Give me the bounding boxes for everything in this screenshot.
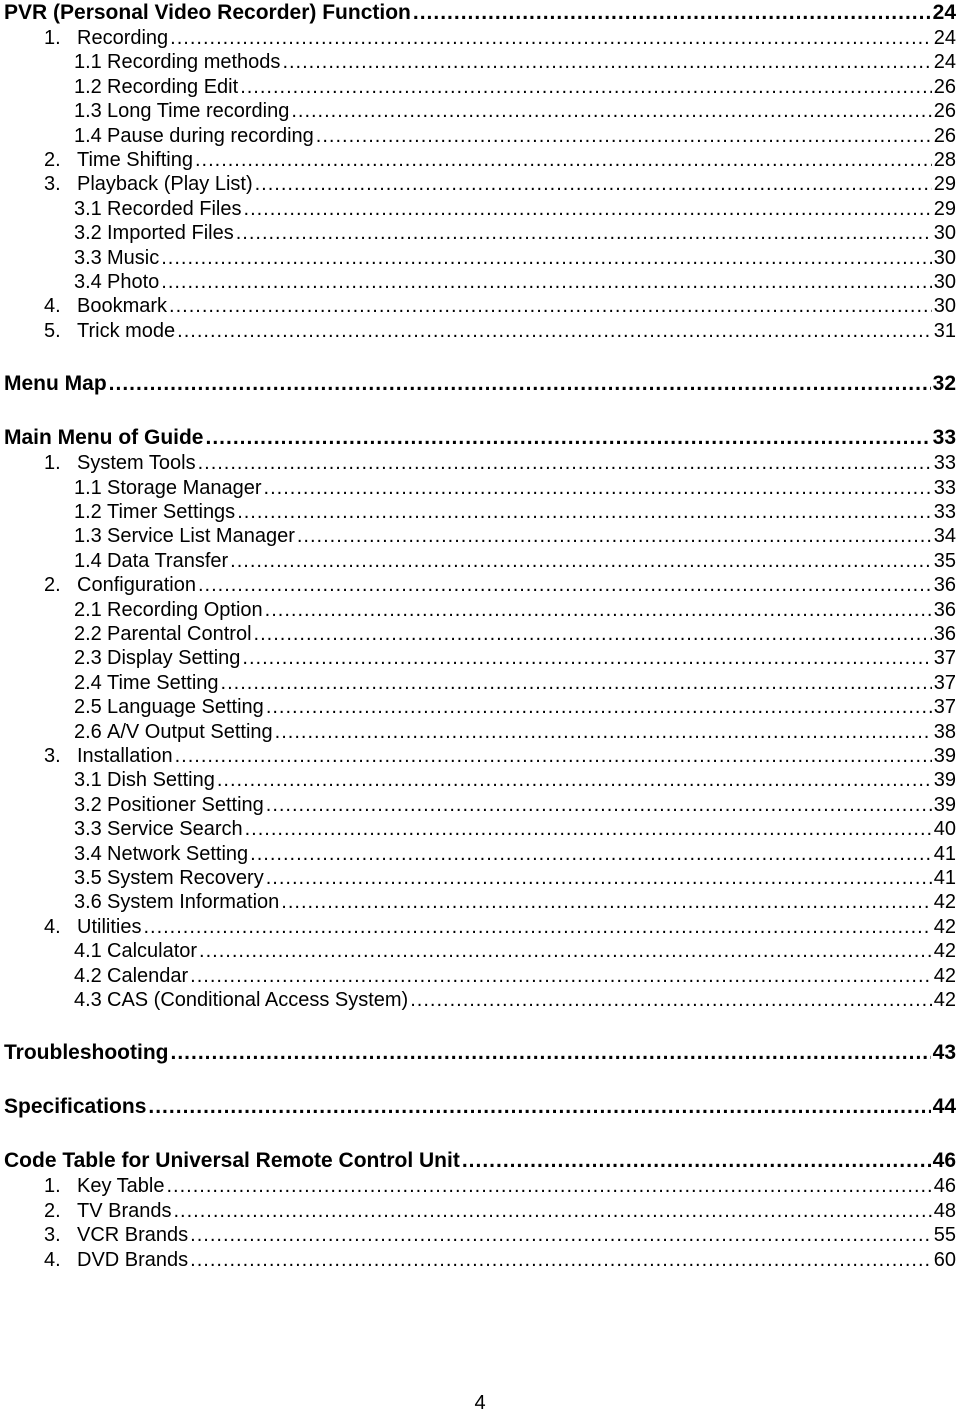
toc-page-number: 41	[933, 842, 956, 865]
dot-leader	[175, 744, 932, 768]
toc-entry-title: Time Shifting	[77, 149, 193, 171]
toc-entry[interactable]	[4, 99, 956, 123]
toc-entry-number: 2.	[44, 1199, 61, 1222]
toc-entry-number: 3.4	[74, 842, 102, 865]
dot-leader	[198, 573, 932, 597]
toc-entry-number: 2.	[44, 574, 61, 597]
toc-entry-number: 3.2	[74, 793, 102, 816]
toc-page-number: 24	[932, 1, 956, 24]
dot-leader	[190, 1248, 932, 1272]
dot-leader	[255, 172, 932, 196]
toc-entry[interactable]	[4, 939, 956, 963]
toc-entry-number: 3.3	[74, 246, 102, 269]
toc-section-heading[interactable]	[4, 1040, 956, 1066]
dot-leader	[195, 148, 932, 172]
dot-leader	[170, 1040, 930, 1066]
toc-entry[interactable]	[4, 744, 956, 768]
toc-entry[interactable]	[4, 75, 956, 99]
toc-entry-title: Imported Files	[107, 222, 234, 245]
toc-entry-title: Network Setting	[107, 842, 249, 865]
toc-entry[interactable]	[4, 319, 956, 343]
dot-leader	[148, 1094, 930, 1120]
dot-leader	[291, 99, 931, 123]
toc-page-number: 44	[932, 1095, 956, 1119]
toc-entry-title: Display Setting	[107, 647, 241, 670]
toc-entry-number: 1.2	[74, 75, 102, 98]
toc-entry[interactable]	[4, 197, 956, 221]
toc-entry[interactable]	[4, 1248, 956, 1272]
toc-entry-number: 1.	[44, 27, 61, 49]
toc-entry[interactable]	[4, 148, 956, 172]
toc-entry-title: Recording methods	[107, 51, 281, 74]
toc-entry-number: 4.	[44, 295, 61, 318]
toc-page-number: 30	[933, 271, 956, 293]
toc-entry-title: Data Transfer	[107, 549, 229, 572]
toc-entry-title: VCR Brands	[77, 1224, 189, 1247]
toc-entry[interactable]	[4, 646, 956, 670]
dot-leader	[230, 549, 932, 573]
toc-entry[interactable]	[4, 221, 956, 245]
toc-section-heading[interactable]	[4, 1148, 956, 1174]
toc-entry-title: Dish Setting	[107, 769, 215, 792]
toc-page-number: 36	[933, 574, 956, 597]
toc-page-number: 41	[933, 867, 956, 889]
toc-page-number: 26	[933, 124, 956, 147]
toc-page-number: 39	[933, 745, 956, 767]
dot-leader	[169, 294, 932, 318]
toc-page-number: 29	[933, 173, 956, 196]
toc-page-number: 36	[933, 598, 956, 621]
toc-entry-title: Trick mode	[77, 319, 176, 342]
toc-page-number: 36	[933, 623, 956, 645]
dot-leader	[236, 221, 932, 245]
toc-entry-number: 1.	[44, 1175, 61, 1198]
toc-entry-title: Code Table for Universal Remote Control Unit	[4, 1149, 460, 1173]
toc-page-number: 29	[933, 197, 956, 220]
toc-entry-title: Photo	[107, 271, 160, 293]
toc-entry-number: 2.6	[74, 720, 102, 743]
toc-page-number: 35	[933, 549, 956, 572]
toc-entry-title: CAS (Conditional Access System)	[107, 989, 409, 1011]
toc-page-number: 43	[932, 1041, 956, 1065]
toc-entry-title: TV Brands	[77, 1199, 172, 1222]
dot-leader	[266, 695, 932, 719]
toc-entry-title: DVD Brands	[77, 1248, 189, 1271]
toc-section-heading[interactable]	[4, 425, 956, 451]
toc-entry-title: Main Menu of Guide	[4, 426, 204, 450]
toc-page-number: 33	[933, 501, 956, 523]
dot-leader	[190, 964, 932, 988]
toc-page-number: 26	[933, 75, 956, 98]
toc-entry-title: A/V Output Setting	[107, 720, 273, 743]
toc-entry[interactable]	[4, 573, 956, 597]
toc-page-number: 42	[933, 964, 956, 987]
toc-entry-number: 3.1	[74, 197, 102, 220]
toc-page-number: 38	[933, 720, 956, 743]
toc-entry[interactable]	[4, 294, 956, 318]
toc-entry-title: Time Setting	[107, 671, 219, 694]
toc-page-number: 42	[933, 915, 956, 938]
dot-leader	[143, 915, 931, 939]
dot-leader	[237, 500, 932, 524]
toc-entry-number: 4.	[44, 1248, 61, 1271]
toc-entry[interactable]	[4, 476, 956, 500]
toc-page-number: 48	[933, 1199, 956, 1222]
toc-entry-title: Calculator	[107, 940, 198, 963]
dot-leader	[297, 524, 932, 548]
toc-entry[interactable]	[4, 671, 956, 695]
toc-entry-number: 1.1	[74, 476, 102, 499]
toc-entry-number: 4.2	[74, 964, 102, 987]
toc-entry-number: 2.5	[74, 696, 102, 719]
toc-entry[interactable]	[4, 1174, 956, 1198]
toc-page-number: 30	[933, 295, 956, 318]
toc-page-number: 46	[932, 1149, 956, 1173]
toc-page-number: 33	[933, 452, 956, 475]
toc-page-number: 37	[933, 647, 956, 670]
toc-page-number: 37	[933, 671, 956, 694]
toc-entry-title: Positioner Setting	[107, 793, 264, 816]
toc-entry[interactable]	[4, 842, 956, 866]
toc-page-number: 32	[932, 372, 956, 396]
toc-entry-title: Menu Map	[4, 372, 107, 396]
toc-entry[interactable]	[4, 1199, 956, 1223]
toc-page-number: 30	[933, 222, 956, 245]
dot-leader	[316, 124, 932, 148]
toc-entry[interactable]	[4, 890, 956, 914]
toc-entry-number: 2.2	[74, 623, 102, 645]
toc-page-number: 39	[933, 769, 956, 792]
dot-leader	[166, 1174, 931, 1198]
toc-page-number: 30	[933, 246, 956, 269]
toc-page-number: 24	[933, 27, 956, 49]
toc-entry-number: 2.1	[74, 598, 102, 621]
dot-leader	[173, 1199, 931, 1223]
toc-entry-number: 1.2	[74, 501, 102, 523]
page-number: 4	[474, 1392, 486, 1414]
dot-leader	[177, 319, 932, 343]
toc-entry[interactable]	[4, 549, 956, 573]
toc-entry-title: Recording Option	[107, 598, 263, 621]
toc-page-number: 33	[933, 476, 956, 499]
toc-entry-title: Recording Edit	[107, 75, 239, 98]
dot-leader	[254, 622, 932, 646]
toc-entry-number: 1.1	[74, 51, 102, 74]
toc-page-number: 40	[933, 818, 956, 841]
toc-entry-title: Pause during recording	[107, 124, 314, 147]
toc-entry[interactable]	[4, 246, 956, 270]
toc-entry-number: 3.3	[74, 818, 102, 841]
toc-entry-title: System Information	[107, 891, 280, 914]
dot-leader	[410, 988, 932, 1012]
dot-leader	[242, 646, 931, 670]
dot-leader	[206, 425, 931, 451]
dot-leader	[266, 866, 932, 890]
dot-leader	[275, 720, 932, 744]
toc-entry-title: Long Time recording	[107, 100, 290, 123]
toc-entry-title: Utilities	[77, 915, 142, 938]
toc-page-number: 31	[933, 319, 956, 342]
toc-entry-title: Recorded Files	[107, 197, 242, 220]
toc-page-number: 39	[933, 793, 956, 816]
toc-entry-number: 2.4	[74, 671, 102, 694]
toc-page-number: 46	[933, 1175, 956, 1198]
toc-entry-title: Key Table	[77, 1175, 165, 1198]
toc-entry-number: 3.	[44, 1224, 61, 1247]
toc-section-heading[interactable]	[4, 371, 956, 397]
toc-entry-number: 4.3	[74, 989, 102, 1011]
toc-entry-title: Calendar	[107, 964, 189, 987]
toc-section-heading[interactable]	[4, 1094, 956, 1120]
toc-entry[interactable]	[4, 598, 956, 622]
dot-leader	[413, 0, 931, 26]
toc-entry[interactable]	[4, 768, 956, 792]
toc-page-number: 37	[933, 696, 956, 719]
toc-entry-number: 3.6	[74, 891, 102, 914]
toc-entry-number: 5.	[44, 319, 61, 342]
dot-leader	[245, 817, 932, 841]
dot-leader	[109, 371, 931, 397]
toc-entry-number: 3.	[44, 173, 61, 196]
toc-entry-title: Specifications	[4, 1095, 147, 1119]
toc-entry-title: Troubleshooting	[4, 1041, 169, 1065]
dot-leader	[264, 476, 932, 500]
dot-leader	[250, 842, 932, 866]
toc-entry-title: Service List Manager	[107, 525, 295, 548]
toc-entry[interactable]	[4, 270, 956, 294]
toc-entry[interactable]	[4, 172, 956, 196]
toc-page-number: 28	[933, 149, 956, 171]
toc-entry[interactable]	[4, 26, 956, 50]
toc-entry-title: Bookmark	[77, 295, 168, 318]
toc-page-number: 42	[933, 891, 956, 914]
toc-entry-title: PVR (Personal Video Recorder) Function	[4, 1, 411, 24]
toc-entry-number: 3.4	[74, 271, 102, 293]
dot-leader	[161, 270, 931, 294]
dot-leader	[240, 75, 932, 99]
toc-entry-number: 2.3	[74, 647, 102, 670]
dot-leader	[190, 1223, 932, 1247]
toc-entry[interactable]	[4, 1223, 956, 1247]
toc-entry[interactable]	[4, 524, 956, 548]
toc-entry-number: 4.	[44, 915, 61, 938]
dot-leader	[282, 50, 931, 74]
toc-entry-title: Recording	[77, 27, 169, 49]
toc-page-number: 34	[933, 525, 956, 548]
toc-page-number: 60	[933, 1248, 956, 1271]
toc-entry-title: Configuration	[77, 574, 196, 597]
toc-entry-number: 1.	[44, 452, 61, 475]
toc-entry-title: Service Search	[107, 818, 243, 841]
toc-entry[interactable]	[4, 915, 956, 939]
dot-leader	[199, 939, 932, 963]
toc-entry-title: Playback (Play List)	[77, 173, 253, 196]
toc-entry-number: 1.3	[74, 100, 102, 123]
toc-entry-title: Installation	[77, 745, 173, 767]
dot-leader	[462, 1148, 931, 1174]
dot-leader	[217, 768, 932, 792]
toc-entry[interactable]	[4, 622, 956, 646]
toc-entry-title: Timer Settings	[107, 501, 236, 523]
toc-page-number: 42	[933, 940, 956, 963]
toc-page-number: 26	[933, 100, 956, 123]
toc-entry[interactable]	[4, 817, 956, 841]
toc-entry-number: 1.4	[74, 124, 102, 147]
dot-leader	[221, 671, 932, 695]
dot-leader	[265, 598, 932, 622]
dot-leader	[161, 246, 932, 270]
toc-entry-title: Parental Control	[107, 623, 252, 645]
dot-leader	[281, 890, 931, 914]
toc-entry[interactable]	[4, 500, 956, 524]
toc-page-number: 24	[933, 51, 956, 74]
dot-leader	[198, 451, 932, 475]
toc-page-number: 42	[933, 989, 956, 1011]
toc-entry-title: System Recovery	[107, 867, 264, 889]
toc-section-heading[interactable]	[4, 0, 956, 26]
dot-leader	[266, 793, 932, 817]
toc-entry-number: 3.	[44, 745, 61, 767]
dot-leader	[170, 26, 932, 50]
toc-entry[interactable]	[4, 695, 956, 719]
toc-entry[interactable]	[4, 964, 956, 988]
toc-entry-number: 2.	[44, 149, 61, 171]
toc-entry[interactable]	[4, 720, 956, 744]
toc-entry-title: Language Setting	[107, 696, 264, 719]
dot-leader	[244, 197, 932, 221]
toc-entry-title: Storage Manager	[107, 476, 262, 499]
toc-page-number: 33	[932, 426, 956, 450]
toc-entry-number: 1.3	[74, 525, 102, 548]
toc-page-number: 55	[933, 1224, 956, 1247]
toc-entry-number: 3.5	[74, 867, 102, 889]
toc-entry-number: 1.4	[74, 549, 102, 572]
toc-entry[interactable]	[4, 793, 956, 817]
toc-entry-number: 4.1	[74, 940, 102, 963]
toc-entry[interactable]	[4, 124, 956, 148]
toc-entry[interactable]	[4, 866, 956, 890]
toc-entry[interactable]	[4, 50, 956, 74]
toc-entry-number: 3.2	[74, 222, 102, 245]
toc-entry-number: 3.1	[74, 769, 102, 792]
toc-entry[interactable]	[4, 451, 956, 475]
toc-entry-title: System Tools	[77, 452, 196, 475]
toc-entry[interactable]	[4, 988, 956, 1012]
toc-entry-title: Music	[107, 246, 160, 269]
